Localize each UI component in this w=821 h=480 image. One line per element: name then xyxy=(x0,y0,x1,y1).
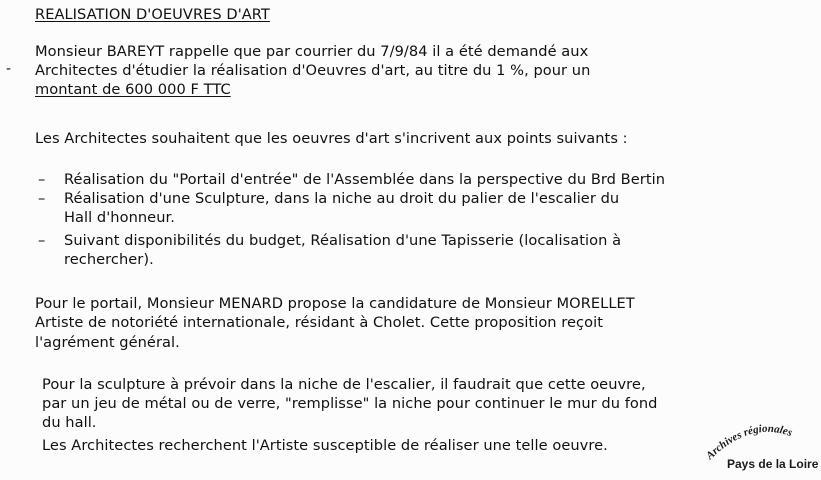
bullet-3-line-1: Suivant disponibilités du budget, Réalisation d'une Tapisserie (localisation à xyxy=(64,232,622,249)
paragraph-4-line-1: Pour la sculpture à prévoir dans la niche de l'escalier, il faudrait que cette oeuvre, xyxy=(42,376,646,393)
paragraph-4-line-2: par un jeu de métal ou de verre, "remplisse" la niche pour continuer le mur du fond xyxy=(42,395,658,412)
bullet-dash-2: – xyxy=(38,190,46,207)
section-heading: REALISATION D'OEUVRES D'ART xyxy=(35,6,270,23)
bullet-2-line-2: Hall d'honneur. xyxy=(64,209,175,226)
bullet-3-line-2: rechercher). xyxy=(64,251,154,268)
paragraph-1-line-3-amount: montant de 600 000 F TTC xyxy=(35,81,231,98)
paragraph-1-line-2: Architectes d'étudier la réalisation d'Oeuvres d'art, au titre du 1 %, pour un xyxy=(35,62,591,79)
bullet-2-line-1: Réalisation d'une Sculpture, dans la niche au droit du palier de l'escalier du xyxy=(64,190,620,207)
paragraph-3-line-3: l'agrément général. xyxy=(35,334,180,351)
paragraph-4-line-4: Les Architectes recherchent l'Artiste susceptible de réaliser une telle oeuvre. xyxy=(42,437,608,454)
paragraph-1-line-1: Monsieur BAREYT rappelle que par courrier du 7/9/84 il a été demandé aux xyxy=(35,43,589,60)
bullet-dash-3: – xyxy=(38,232,46,249)
margin-mark: - xyxy=(6,61,12,77)
bullet-dash-1: – xyxy=(38,171,46,188)
paragraph-3-line-2: Artiste de notoriété internationale, résidant à Cholet. Cette proposition reçoit xyxy=(35,314,603,331)
bullet-1-line-1: Réalisation du "Portail d'entrée" de l'Assemblée dans la perspective du Brd Bertin xyxy=(64,171,666,188)
watermark-region-text: Pays de la Loire xyxy=(727,457,819,471)
paragraph-2: Les Architectes souhaitent que les oeuvres d'art s'incrivent aux points suivants : xyxy=(35,130,628,147)
paragraph-4-line-3: du hall. xyxy=(42,414,97,431)
watermark-arc-text: Archives régionales xyxy=(703,422,794,463)
paragraph-3-line-1: Pour le portail, Monsieur MENARD propose la candidature de Monsieur MORELLET xyxy=(35,295,635,312)
